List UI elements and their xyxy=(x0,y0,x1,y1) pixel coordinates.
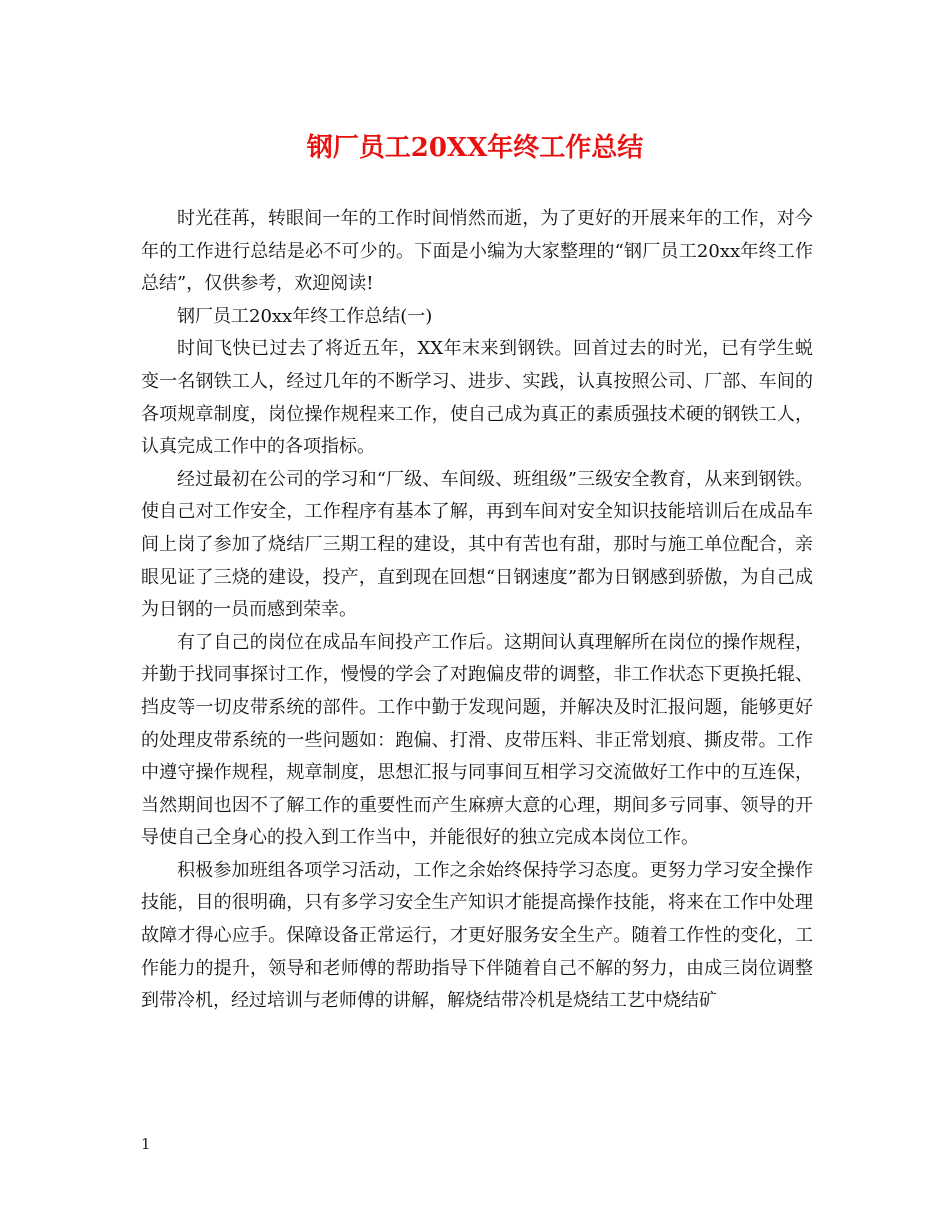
paragraph: 经过最初在公司的学习和“厂级、车间级、班组级”三级安全教育，从来到钢铁。使自己对工作安全，工作程序有基本了解，再到车间对安全知识技能培训后在成品车间上岗了参加了烧结厂三期工程的建设，其中有苦也有甜，那时与施工单位配合，亲眼见证了三烧的建设，投产，直到现在回想“日钢速度”都为日钢感到骄傲，为自己成为日钢的一员而感到荣幸。 xyxy=(141,468,813,621)
paragraph: 时间飞快已过去了将近五年，XX年末来到钢铁。回首过去的时光，已有学生蜕变一名钢铁工人，经过几年的不断学习、进步、实践，认真按照公司、厂部、车间的各项规章制度，岗位操作规程来工作，使自己成为真正的素质强技术硬的钢铁工人，认真完成工作中的各项指标。 xyxy=(141,338,813,458)
paragraph: 积极参加班组各项学习活动，工作之余始终保持学习态度。更努力学习安全操作技能，目的很明确，只有多学习安全生产知识才能提高操作技能，将来在工作中处理故障才得心应手。保障设备正常运行，才更好服务安全生产。随着工作性的变化，工作能力的提升，领导和老师傅的帮助指导下伴随着自己不解的努力，由成三岗位调整到带冷机，经过培训与老师傅的讲解，解烧结带冷机是烧结工艺中烧结矿 xyxy=(141,859,813,1012)
document-title: 钢厂员工20XX年终工作总结 xyxy=(306,133,644,163)
section-heading: 钢厂员工20xx年终工作总结(一) xyxy=(177,305,433,327)
page-number: 1 xyxy=(141,1135,151,1153)
paragraph-intro: 时光荏苒，转眼间一年的工作时间悄然而逝，为了更好的开展来年的工作，对今年的工作进行总结是必不可少的。下面是小编为大家整理的“钢厂员工20xx年终工作总结”，仅供参考，欢迎阅读! xyxy=(141,208,813,295)
document-body xyxy=(141,203,813,1018)
paragraph: 有了自己的岗位在成品车间投产工作后。这期间认真理解所在岗位的操作规程，并勤于找同事探讨工作，慢慢的学会了对跑偏皮带的调整，非工作状态下更换托辊、挡皮等一切皮带系统的部件。工作中勤于发现问题，并解决及时汇报问题，能够更好的处理皮带系统的一些问题如：跑偏、打滑、皮带压料、非正常划痕、撕皮带。工作中遵守操作规程，规章制度，思想汇报与同事间互相学习交流做好工作中的互连保，当然期间也因不了解工作的重要性而产生麻痹大意的心理，期间多亏同事、领导的开导使自己全身心的投入到工作当中，并能很好的独立完成本岗位工作。 xyxy=(141,631,813,849)
